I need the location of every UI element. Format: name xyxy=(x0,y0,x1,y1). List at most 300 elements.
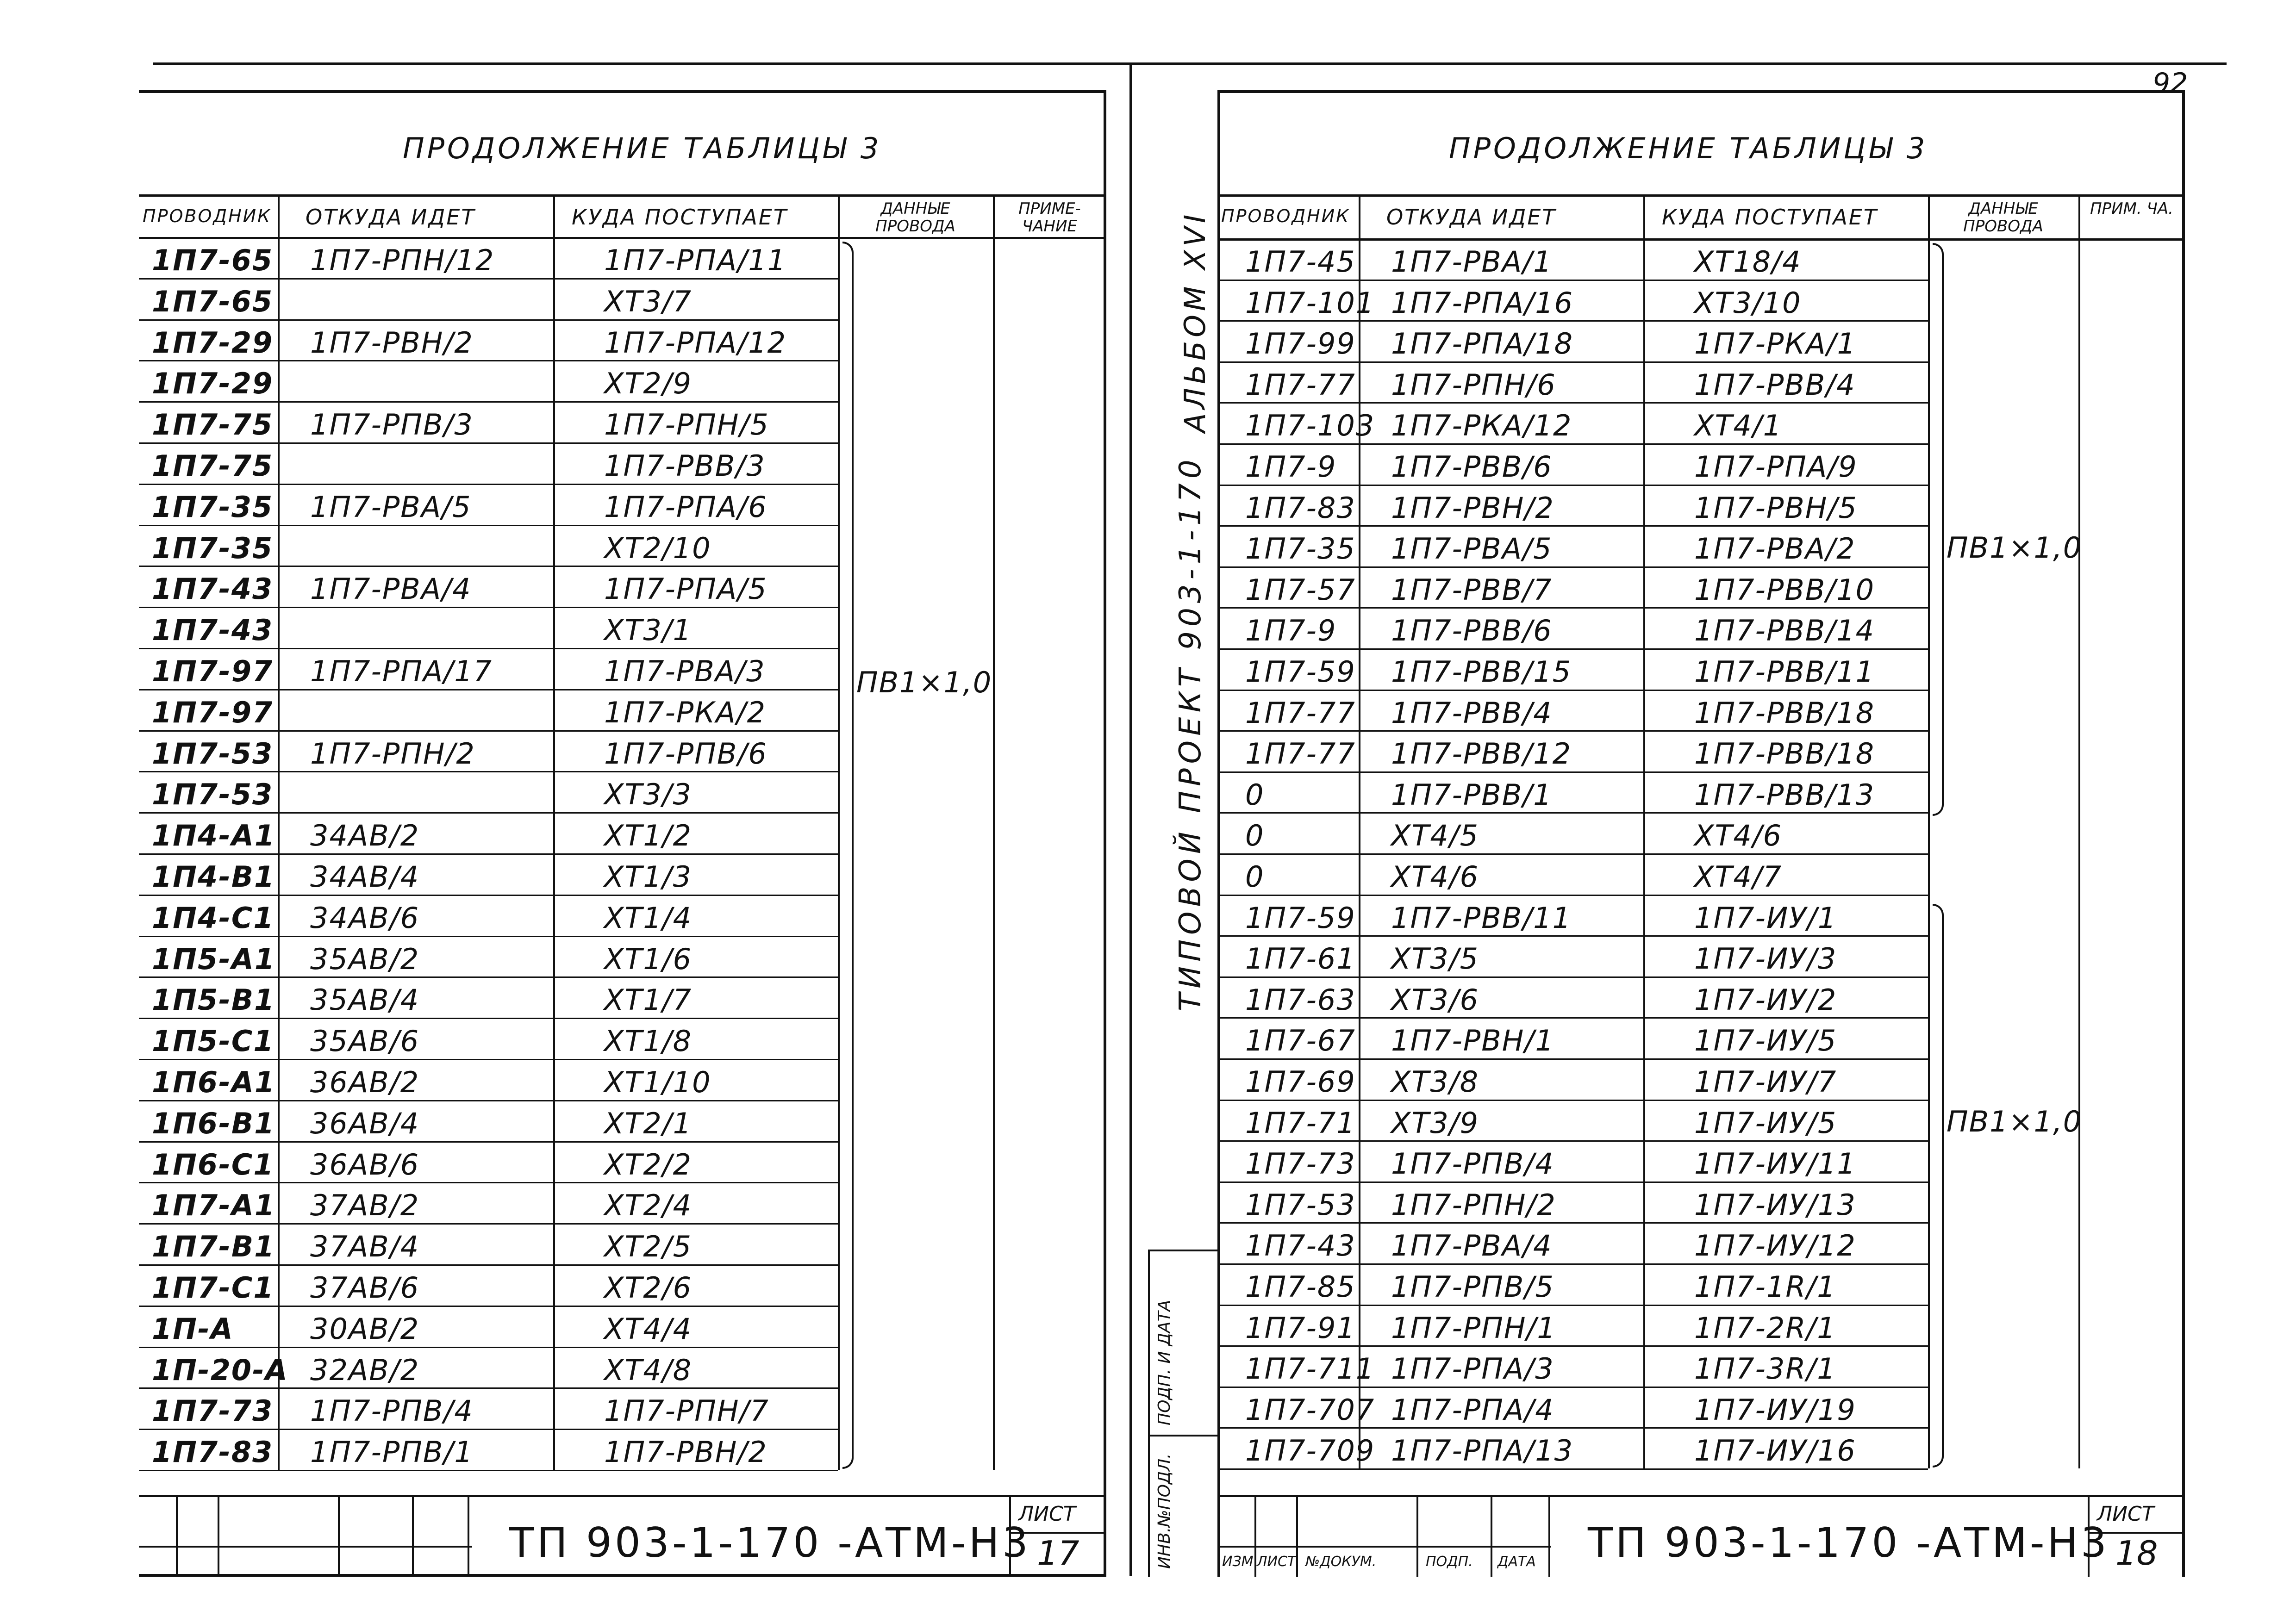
right-row-line xyxy=(1643,1468,1928,1470)
table-row-conductor: 1П7-53 xyxy=(1245,1188,1356,1222)
table-row-conductor: 1П7-61 xyxy=(1245,942,1356,976)
right-row-line xyxy=(1643,1181,1928,1183)
table-row-from: 30АВ/2 xyxy=(310,1312,420,1346)
table-row-conductor: 1П7-73 xyxy=(1245,1147,1356,1181)
table-row-from: 1П7-РВА/4 xyxy=(310,572,472,606)
right-row-line xyxy=(1643,1222,1928,1224)
right-row-line xyxy=(1643,812,1928,814)
table-row-to: ХТ2/2 xyxy=(604,1147,693,1181)
table-row-conductor: 1П7-35 xyxy=(152,531,274,565)
right-header-from: ОТКУДА ИДЕТ xyxy=(1386,205,1557,230)
tb-col-doc: №ДОКУМ. xyxy=(1305,1554,1377,1570)
table-row-from: 1П7-РВА/4 xyxy=(1391,1229,1553,1263)
table-row-from: 36АВ/4 xyxy=(310,1106,420,1140)
right-row-line xyxy=(1217,1263,1643,1265)
table-row-to: ХТ1/10 xyxy=(604,1065,711,1099)
table-row-from: 1П7-РПА/16 xyxy=(1391,286,1574,320)
left-row-line xyxy=(553,936,838,937)
right-row-line xyxy=(1643,443,1928,445)
table-row-from: ХТ3/6 xyxy=(1391,983,1479,1017)
table-row-conductor: 1П7-69 xyxy=(1245,1065,1356,1099)
table-row-from: 1П7-РПА/18 xyxy=(1391,327,1574,361)
center-fold-line xyxy=(1129,62,1132,1576)
right-drawing-code: ТП 903-1-170 -АТМ-Н3 xyxy=(1588,1519,2109,1567)
left-row-line xyxy=(139,976,553,978)
left-row-line xyxy=(553,976,838,978)
table-row-to: ХТ3/3 xyxy=(604,777,693,812)
table-row-to: ХТ1/8 xyxy=(604,1024,693,1058)
left-row-line xyxy=(553,1100,838,1101)
right-row-line xyxy=(1217,1468,1643,1470)
left-row-line xyxy=(139,771,553,772)
tb-col-list: ЛИСТ xyxy=(1257,1554,1296,1570)
left-row-line xyxy=(139,319,553,321)
table-row-conductor: 1П7-29 xyxy=(152,367,274,401)
tb-col-date: ДАТА xyxy=(1497,1554,1536,1570)
table-row-to: ХТ2/9 xyxy=(604,367,693,401)
table-row-to: ХТ18/4 xyxy=(1694,245,1802,279)
table-row-conductor: 1П7-45 xyxy=(1245,245,1356,279)
table-row-from: 1П7-РПН/6 xyxy=(1391,367,1556,402)
right-row-line xyxy=(1217,648,1643,650)
left-row-line xyxy=(553,607,838,608)
left-sheet-label: ЛИСТ xyxy=(1018,1502,1076,1526)
right-sheet-label: ЛИСТ xyxy=(2097,1502,2154,1526)
right-header-top-line xyxy=(1217,194,2185,197)
page-number: 92 xyxy=(2152,67,2188,99)
table-row-to: 1П7-РПВ/6 xyxy=(604,736,767,771)
table-row-to: 1П7-ИУ/19 xyxy=(1694,1393,1856,1427)
left-header-note: ПРИМЕ- ЧАНИЕ xyxy=(1018,199,1081,236)
table-row-to: ХТ1/2 xyxy=(604,819,693,853)
table-row-from: 37АВ/6 xyxy=(310,1271,420,1305)
table-row-from: 1П7-РПВ/3 xyxy=(310,408,474,442)
left-row-line xyxy=(553,1347,838,1348)
right-row-line xyxy=(1217,895,1643,896)
right-table-caption: ПРОДОЛЖЕНИЕ ТАБЛИЦЫ 3 xyxy=(1449,131,1928,165)
table-row-from: 1П7-РПВ/5 xyxy=(1391,1270,1554,1304)
right-row-line xyxy=(1217,443,1643,445)
table-row-to: 1П7-РВВ/11 xyxy=(1694,655,1875,689)
right-row-line xyxy=(1643,690,1928,691)
table-row-to: 1П7-ИУ/1 xyxy=(1694,901,1837,935)
table-row-from: 36АВ/6 xyxy=(310,1147,420,1181)
table-row-conductor: 1П7-59 xyxy=(1245,901,1356,935)
left-row-line xyxy=(139,607,553,608)
table-row-to: ХТ1/3 xyxy=(604,860,693,894)
table-row-conductor: 1П7-71 xyxy=(1245,1106,1356,1140)
table-row-conductor: 1П6-А1 xyxy=(152,1065,276,1099)
right-row-line xyxy=(1643,730,1928,732)
table-row-to: ХТ4/1 xyxy=(1694,409,1783,443)
left-row-line xyxy=(139,401,553,403)
table-row-to: 1П7-РПН/5 xyxy=(604,408,769,442)
right-row-line xyxy=(1643,648,1928,650)
left-row-line xyxy=(139,1347,553,1348)
table-row-conductor: 1П7-103 xyxy=(1245,409,1375,443)
table-row-conductor: 1П7-73 xyxy=(152,1394,274,1428)
right-row-line xyxy=(1643,895,1928,896)
left-row-line xyxy=(553,730,838,732)
table-row-from: ХТ3/9 xyxy=(1391,1106,1479,1140)
table-row-conductor: 1П7-53 xyxy=(152,736,274,771)
left-row-line xyxy=(139,730,553,732)
left-row-line xyxy=(553,1141,838,1143)
table-row-conductor: 0 xyxy=(1245,819,1265,853)
table-row-from: 1П7-РВН/2 xyxy=(310,325,474,360)
right-row-line xyxy=(1643,935,1928,937)
table-row-from: 37АВ/4 xyxy=(310,1230,420,1264)
table-row-conductor: 1П7-9 xyxy=(1245,614,1337,648)
table-row-conductor: 1П7-А1 xyxy=(152,1188,276,1223)
table-row-conductor: 1П7-77 xyxy=(1245,696,1356,730)
table-row-to: 1П7-РВН/2 xyxy=(604,1435,767,1469)
table-row-from: 1П7-РВН/2 xyxy=(1391,491,1554,525)
table-row-from: 35АВ/2 xyxy=(310,942,420,976)
table-row-to: 1П7-РВН/5 xyxy=(1694,491,1858,525)
table-row-to: ХТ3/10 xyxy=(1694,286,1802,320)
left-row-line xyxy=(553,812,838,814)
table-row-conductor: 1П7-65 xyxy=(152,284,274,318)
right-row-line xyxy=(1643,525,1928,527)
table-row-conductor: 1П7-65 xyxy=(152,243,274,277)
table-row-from: 1П7-РПН/1 xyxy=(1391,1311,1556,1345)
table-row-conductor: 1П7-101 xyxy=(1245,286,1375,320)
table-row-from: 32АВ/2 xyxy=(310,1353,420,1387)
table-row-from: 34АВ/4 xyxy=(310,860,420,894)
left-row-line xyxy=(553,1059,838,1060)
left-row-line xyxy=(139,1141,553,1143)
left-drawing-code: ТП 903-1-170 -АТМ-Н3 xyxy=(509,1519,1031,1567)
table-row-to: 1П7-РПА/6 xyxy=(604,490,767,524)
table-row-to: 1П7-ИУ/5 xyxy=(1694,1106,1837,1140)
table-row-to: 1П7-РКА/1 xyxy=(1694,327,1857,361)
right-row-line xyxy=(1643,976,1928,978)
right-row-line xyxy=(1217,485,1643,486)
table-row-from: 1П7-РВН/1 xyxy=(1391,1024,1554,1058)
table-row-conductor: 1П7-83 xyxy=(1245,491,1356,525)
right-row-line xyxy=(1217,690,1643,691)
table-row-to: 1П7-РПА/11 xyxy=(604,243,787,277)
table-row-from: 1П7-РВВ/11 xyxy=(1391,901,1572,935)
table-row-from: 36АВ/2 xyxy=(310,1065,420,1099)
right-header-bottom-line xyxy=(1217,238,2185,241)
right-header-note: ПРИМ. ЧА. xyxy=(2090,199,2173,218)
table-row-conductor: 1П6-С1 xyxy=(152,1147,275,1181)
left-row-line xyxy=(139,525,553,526)
table-row-from: 1П7-РПВ/4 xyxy=(310,1394,474,1428)
left-col-line xyxy=(553,194,555,1470)
left-row-line xyxy=(139,1264,553,1266)
table-row-conductor: 1П7-67 xyxy=(1245,1024,1356,1058)
table-row-to: 1П7-РВВ/10 xyxy=(1694,572,1875,607)
left-row-line xyxy=(139,1100,553,1101)
table-row-conductor: 1П7-97 xyxy=(152,695,274,729)
table-row-to: ХТ2/1 xyxy=(604,1106,693,1140)
left-row-line xyxy=(139,278,553,280)
right-header-to: КУДА ПОСТУПАЕТ xyxy=(1662,205,1878,230)
left-wire-brace xyxy=(842,242,854,1469)
left-row-line xyxy=(139,484,553,485)
left-row-line xyxy=(553,1387,838,1389)
table-row-to: 1П7-ИУ/13 xyxy=(1694,1188,1856,1222)
table-row-conductor: 1П4-А1 xyxy=(152,819,276,853)
left-row-line xyxy=(139,1387,553,1389)
table-row-conductor: 1П7-77 xyxy=(1245,737,1356,771)
right-row-line xyxy=(1643,853,1928,855)
left-row-line xyxy=(553,689,838,690)
left-row-line xyxy=(553,1223,838,1225)
left-row-line xyxy=(553,1018,838,1019)
right-row-line xyxy=(1643,607,1928,609)
left-row-line xyxy=(139,936,553,937)
right-row-line xyxy=(1217,1305,1643,1306)
table-row-conductor: 1П7-9 xyxy=(1245,450,1337,484)
right-row-line xyxy=(1643,1387,1928,1388)
right-wire-spec-1: ПВ1×1,0 xyxy=(1947,530,2083,565)
table-row-from: 1П7-РВА/5 xyxy=(310,490,472,524)
table-row-to: 1П7-ИУ/2 xyxy=(1694,983,1837,1017)
right-row-line xyxy=(1217,771,1643,773)
table-row-to: 1П7-ИУ/12 xyxy=(1694,1229,1856,1263)
left-row-line xyxy=(139,853,553,855)
table-row-from: 1П7-РВВ/15 xyxy=(1391,655,1572,689)
right-col-line xyxy=(1359,194,1360,1468)
side-stamp-inv: ИНВ.№ПОДЛ. xyxy=(1155,1453,1174,1569)
table-row-conductor: 1П7-83 xyxy=(152,1435,274,1469)
left-row-line xyxy=(553,442,838,444)
left-wire-spec: ПВ1×1,0 xyxy=(856,665,992,700)
table-row-conductor: 1П7-711 xyxy=(1245,1352,1375,1386)
right-row-line xyxy=(1217,402,1643,404)
table-row-conductor: 1П7-77 xyxy=(1245,367,1356,402)
left-row-line xyxy=(139,442,553,444)
left-row-line xyxy=(139,1223,553,1225)
table-row-to: ХТ2/6 xyxy=(604,1271,693,1305)
table-row-from: 1П7-РПН/12 xyxy=(310,243,495,277)
right-sheet-number: 18 xyxy=(2115,1534,2158,1573)
table-row-to: ХТ2/10 xyxy=(604,531,711,565)
right-row-line xyxy=(1217,1058,1643,1060)
right-row-line xyxy=(1217,1387,1643,1388)
right-row-line xyxy=(1217,1427,1643,1429)
table-row-conductor: 1П7-99 xyxy=(1245,327,1356,361)
table-row-from: 1П7-РПВ/4 xyxy=(1391,1147,1554,1181)
table-row-conductor: 1П7-707 xyxy=(1245,1393,1375,1427)
right-row-line xyxy=(1217,935,1643,937)
left-col-line xyxy=(993,194,995,1470)
table-row-to: ХТ4/7 xyxy=(1694,860,1783,894)
left-row-line xyxy=(553,401,838,403)
table-row-from: 1П7-РПН/2 xyxy=(310,736,475,771)
table-row-from: 1П7-РВВ/7 xyxy=(1391,572,1553,607)
table-row-from: 1П7-РПА/3 xyxy=(1391,1352,1554,1386)
table-row-to: ХТ1/4 xyxy=(604,901,693,935)
table-row-conductor: 1П7-85 xyxy=(1245,1270,1356,1304)
table-row-from: 35АВ/6 xyxy=(310,1024,420,1058)
left-row-line xyxy=(139,1059,553,1060)
album-title: АЛЬБОМ XVI xyxy=(1178,211,1212,433)
right-row-line xyxy=(1217,1181,1643,1183)
table-row-conductor: 1П7-35 xyxy=(1245,532,1356,566)
table-row-from: 34АВ/2 xyxy=(310,819,420,853)
table-row-conductor: 1П-А xyxy=(152,1312,234,1346)
right-row-line xyxy=(1217,1017,1643,1019)
table-row-conductor: 1П7-57 xyxy=(1245,572,1356,607)
top-rule xyxy=(153,62,2227,65)
table-row-from: 1П7-РВВ/12 xyxy=(1391,737,1572,771)
left-row-line xyxy=(139,689,553,690)
left-row-line xyxy=(553,853,838,855)
table-row-conductor: 0 xyxy=(1245,777,1265,812)
left-row-line xyxy=(139,360,553,361)
left-row-line xyxy=(139,1470,553,1471)
table-row-conductor: 1П7-29 xyxy=(152,325,274,360)
table-row-conductor: 1П7-С1 xyxy=(152,1271,275,1305)
table-row-from: 1П7-РВВ/1 xyxy=(1391,777,1553,812)
table-row-conductor: 1П7-В1 xyxy=(152,1230,275,1264)
table-row-to: 1П7-РВВ/13 xyxy=(1694,777,1875,812)
right-row-line xyxy=(1643,1140,1928,1142)
right-row-line xyxy=(1643,280,1928,281)
table-row-from: ХТ3/5 xyxy=(1391,942,1479,976)
left-table-caption: ПРОДОЛЖЕНИЕ ТАБЛИЦЫ 3 xyxy=(403,131,882,165)
table-row-from: 1П7-РПВ/1 xyxy=(310,1435,474,1469)
table-row-to: 1П7-РВА/2 xyxy=(1694,532,1856,566)
table-row-from: ХТ4/6 xyxy=(1391,860,1479,894)
right-row-line xyxy=(1643,1017,1928,1019)
table-row-conductor: 1П5-В1 xyxy=(152,983,275,1017)
table-row-from: 1П7-РВВ/6 xyxy=(1391,614,1553,648)
table-row-from: ХТ4/5 xyxy=(1391,819,1479,853)
table-row-to: 1П7-3R/1 xyxy=(1694,1352,1836,1386)
table-row-to: ХТ4/8 xyxy=(604,1353,693,1387)
tb-col-izm: ИЗМ xyxy=(1222,1554,1254,1570)
tb-col-sign: ПОДП. xyxy=(1426,1554,1473,1570)
right-row-line xyxy=(1217,853,1643,855)
left-row-line xyxy=(553,648,838,649)
table-row-to: 1П7-РКА/2 xyxy=(604,695,767,729)
right-wire-brace-1 xyxy=(1933,243,1944,816)
table-row-to: 1П7-РВВ/3 xyxy=(604,449,766,483)
table-row-from: 1П7-РКА/12 xyxy=(1391,409,1572,443)
table-row-conductor: 1П7-43 xyxy=(152,572,274,606)
left-header-from: ОТКУДА ИДЕТ xyxy=(306,205,476,230)
table-row-from: 1П7-РВВ/6 xyxy=(1391,450,1553,484)
right-row-line xyxy=(1217,1222,1643,1224)
table-row-conductor: 1П7-75 xyxy=(152,449,274,483)
right-row-line xyxy=(1217,812,1643,814)
right-row-line xyxy=(1643,402,1928,404)
table-row-to: 1П7-ИУ/16 xyxy=(1694,1434,1856,1468)
right-row-line xyxy=(1643,771,1928,773)
table-row-conductor: 1П7-43 xyxy=(1245,1229,1356,1263)
table-row-to: ХТ2/5 xyxy=(604,1230,693,1264)
left-row-line xyxy=(553,1470,838,1471)
table-row-to: 1П7-РВВ/18 xyxy=(1694,696,1875,730)
left-row-line xyxy=(139,1182,553,1183)
table-row-conductor: 1П4-С1 xyxy=(152,901,275,935)
right-row-line xyxy=(1643,1345,1928,1347)
right-row-line xyxy=(1643,566,1928,568)
left-row-line xyxy=(553,278,838,280)
table-row-from: 1П7-РВА/1 xyxy=(1391,245,1553,279)
table-row-conductor: 1П5-А1 xyxy=(152,942,276,976)
table-row-conductor: 1П7-709 xyxy=(1245,1434,1375,1468)
left-row-line xyxy=(553,1264,838,1266)
table-row-from: 1П7-РПН/2 xyxy=(1391,1188,1556,1222)
left-row-line xyxy=(553,566,838,567)
table-row-conductor: 1П7-53 xyxy=(152,777,274,812)
table-row-conductor: 1П4-В1 xyxy=(152,860,275,894)
table-row-from: ХТ3/8 xyxy=(1391,1065,1479,1099)
table-row-to: 1П7-РВВ/14 xyxy=(1694,614,1875,648)
right-row-line xyxy=(1217,1140,1643,1142)
left-row-line xyxy=(553,360,838,361)
table-row-to: 1П7-РПА/12 xyxy=(604,325,787,360)
table-row-to: 1П7-РПН/7 xyxy=(604,1394,769,1428)
left-row-line xyxy=(553,895,838,896)
left-row-line xyxy=(553,1306,838,1307)
table-row-conductor: 0 xyxy=(1245,860,1265,894)
left-row-line xyxy=(139,648,553,649)
right-row-line xyxy=(1643,1427,1928,1429)
side-stamp-sign: ПОДП. И ДАТА xyxy=(1155,1300,1174,1425)
left-col-line xyxy=(278,194,280,1470)
right-row-line xyxy=(1217,320,1643,322)
table-row-to: 1П7-2R/1 xyxy=(1694,1311,1836,1345)
table-row-to: 1П7-ИУ/3 xyxy=(1694,942,1837,976)
right-row-line xyxy=(1643,320,1928,322)
left-row-line xyxy=(553,525,838,526)
left-row-line xyxy=(139,895,553,896)
right-header-wire-data: ДАННЫЕ ПРОВОДА xyxy=(1963,199,2043,236)
table-row-from: 1П7-РПА/4 xyxy=(1391,1393,1554,1427)
table-row-from: 1П7-РВА/5 xyxy=(1391,532,1553,566)
left-row-line xyxy=(139,1429,553,1430)
table-row-conductor: 1П7-59 xyxy=(1245,655,1356,689)
left-row-line xyxy=(553,1429,838,1430)
table-row-to: 1П7-РВВ/4 xyxy=(1694,367,1856,402)
table-row-to: 1П7-РВА/3 xyxy=(604,654,766,688)
project-title: ТИПОВОЙ ПРОЕКТ 903-1-170 xyxy=(1173,455,1208,1011)
table-row-conductor: 1П7-91 xyxy=(1245,1311,1356,1345)
left-row-line xyxy=(553,1182,838,1183)
table-row-conductor: 1П-20-А xyxy=(152,1353,288,1387)
right-col-line xyxy=(2078,194,2080,1468)
table-row-to: ХТ3/1 xyxy=(604,613,693,647)
right-row-line xyxy=(1643,361,1928,363)
left-row-line xyxy=(139,812,553,814)
table-row-from: 1П7-РВВ/4 xyxy=(1391,696,1553,730)
right-row-line xyxy=(1643,1263,1928,1265)
left-row-line xyxy=(139,566,553,567)
table-row-conductor: 1П7-97 xyxy=(152,654,274,688)
left-header-wire-data: ДАННЫЕ ПРОВОДА xyxy=(875,199,955,236)
table-row-from: 1П7-РПА/17 xyxy=(310,654,493,688)
right-row-line xyxy=(1643,485,1928,486)
right-row-line xyxy=(1217,361,1643,363)
table-row-to: 1П7-РПА/5 xyxy=(604,572,767,606)
left-col-line xyxy=(838,194,840,1470)
table-row-conductor: 1П7-43 xyxy=(152,613,274,647)
right-row-line xyxy=(1217,730,1643,732)
right-row-line xyxy=(1217,976,1643,978)
right-row-line xyxy=(1643,1100,1928,1101)
table-row-to: 1П7-ИУ/5 xyxy=(1694,1024,1837,1058)
left-row-line xyxy=(553,319,838,321)
right-header-conductor: ПРОВОДНИК xyxy=(1221,206,1350,226)
